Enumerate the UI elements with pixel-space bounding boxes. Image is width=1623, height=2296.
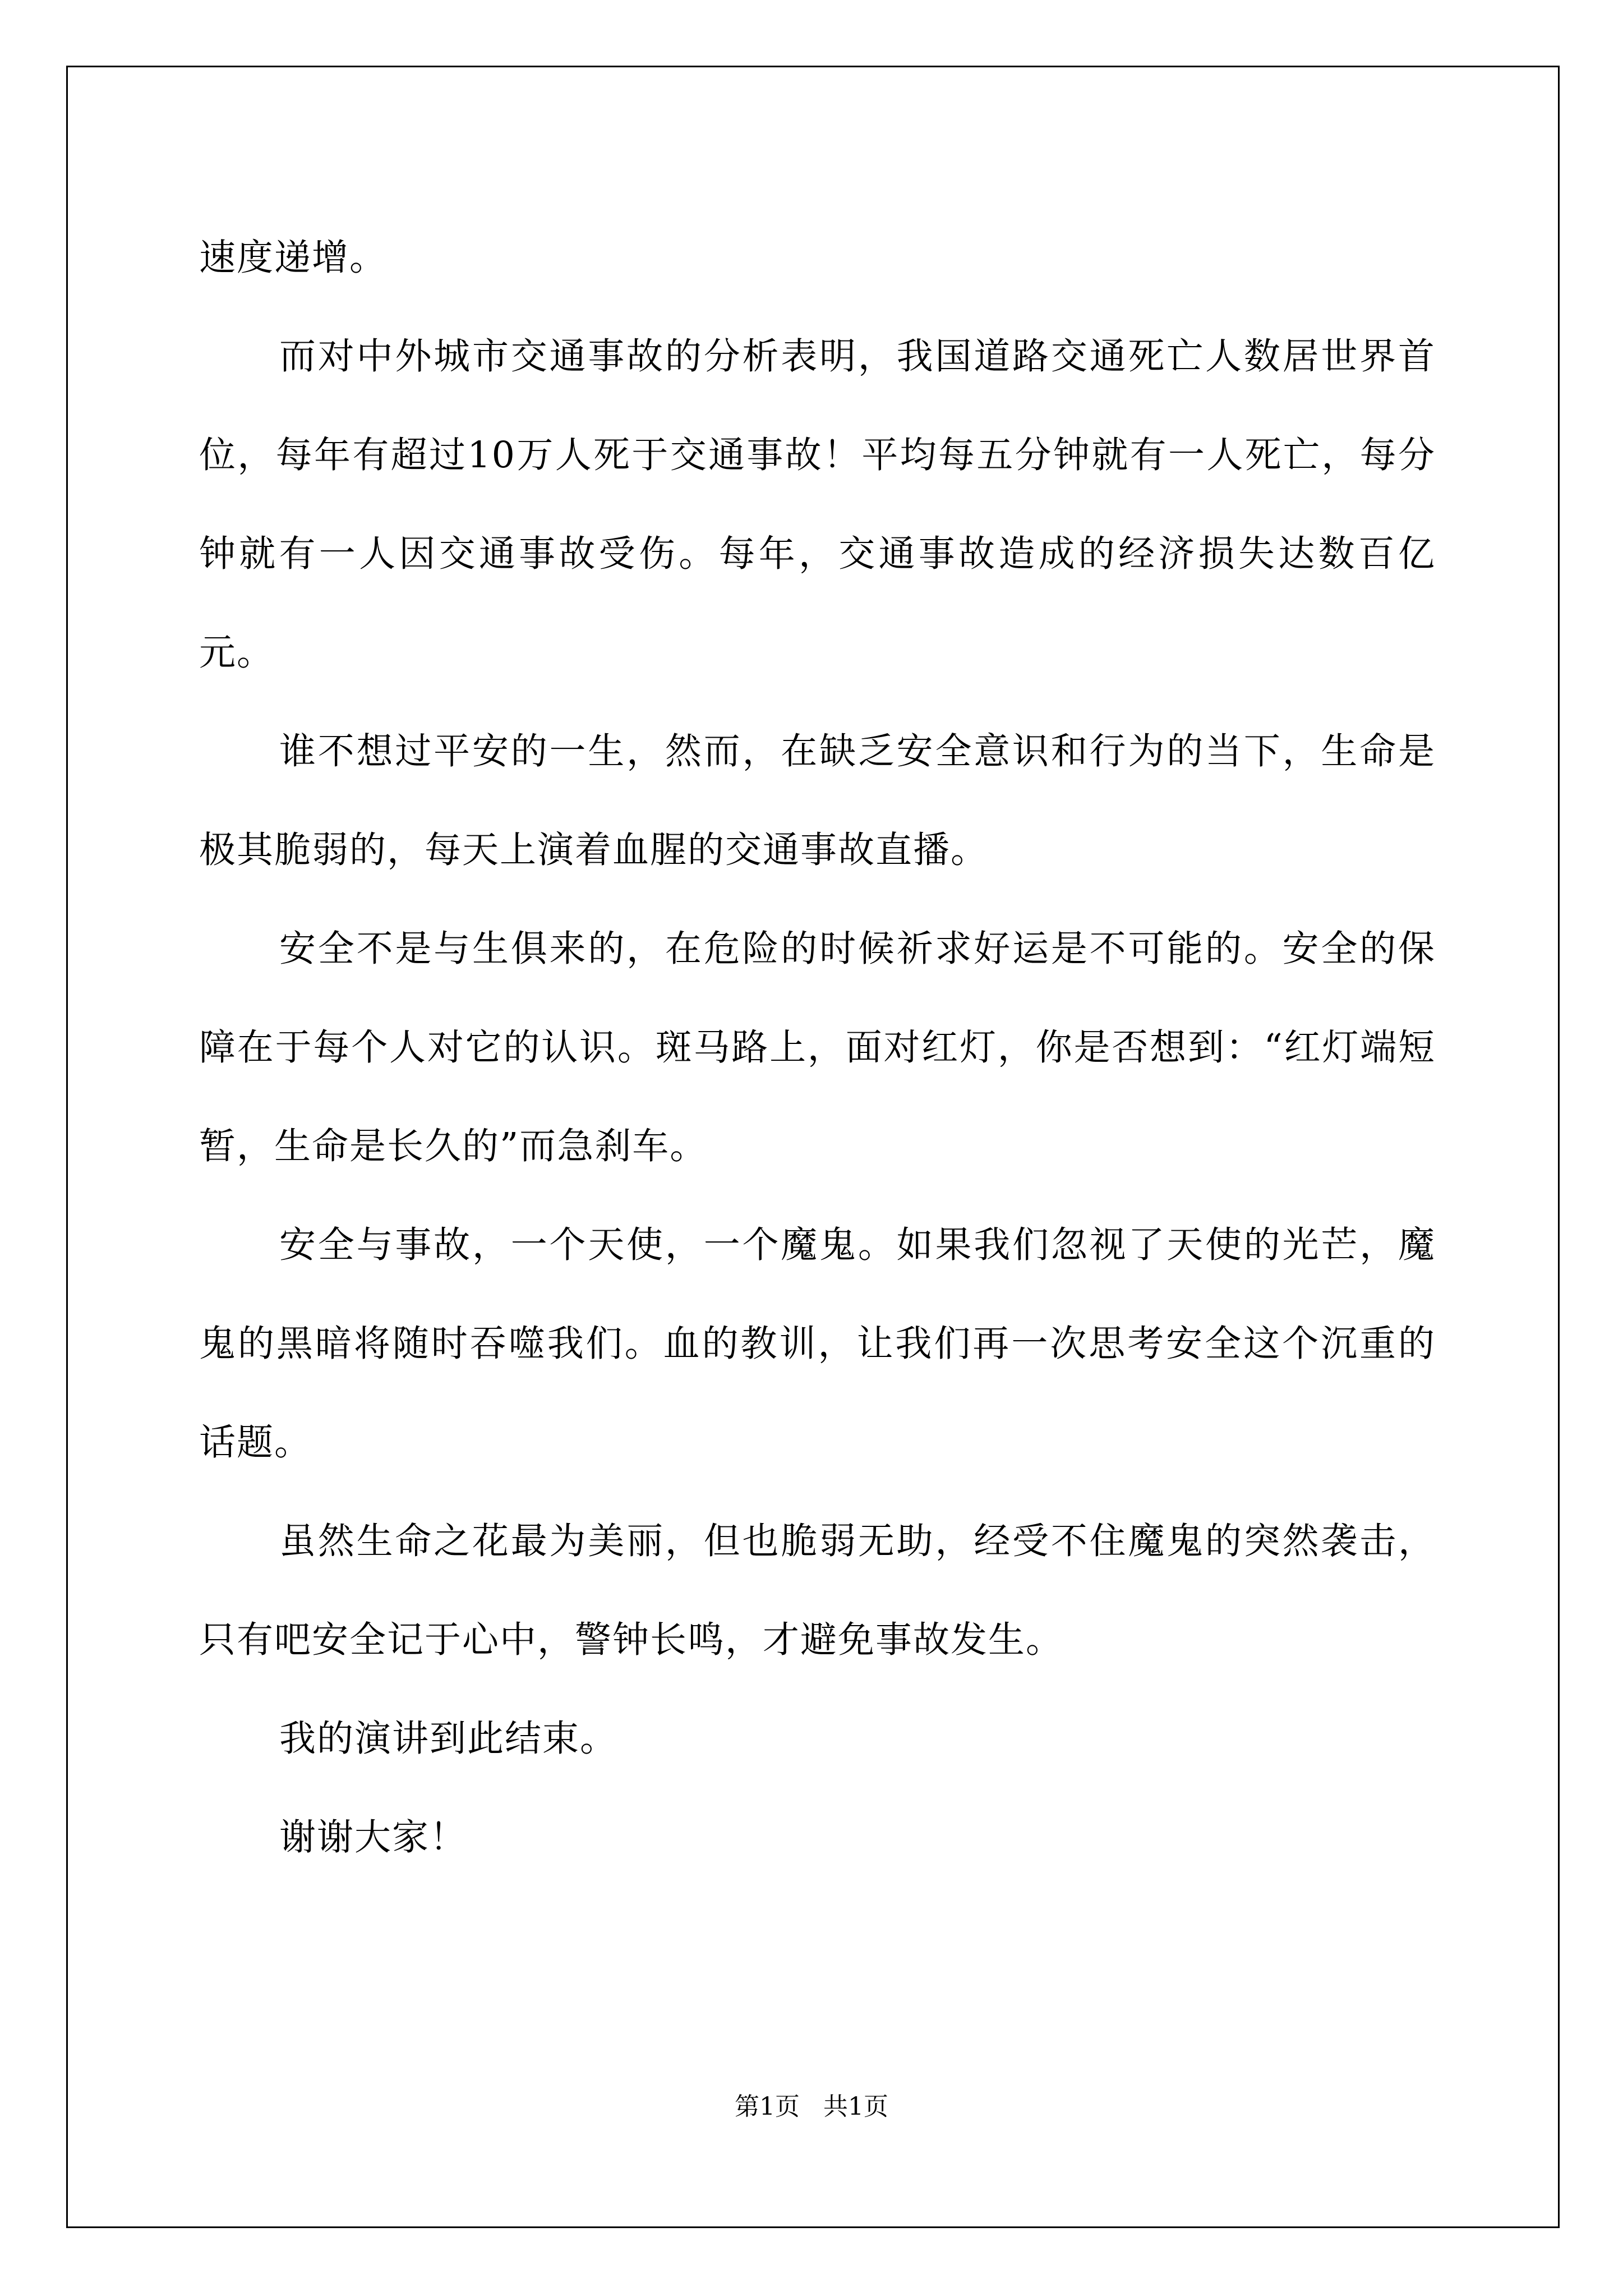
paragraph: 谢谢大家！ [279, 1816, 468, 1858]
paragraph: 我的演讲到此结束。 [279, 1718, 618, 1760]
paragraph: 虽然生命之花最为美丽，但也脆弱无助，经受不住魔鬼的突然袭击，只有吧安全记于心中，警钟长鸣，才避免事故发生。 [199, 1520, 1436, 1661]
paragraph: 而对中外城市交通事故的分析表明，我国道路交通死亡人数居世界首位，每年有超过10万人死于交通事故！平均每五分钟就有一人死亡，每分钟就有一人因交通事故受伤。每年，交通事故造成的经济损失达数百亿元。 [199, 335, 1436, 674]
document-body [199, 209, 1436, 1887]
page-footer: 第1页 共1页 [735, 2092, 888, 2121]
paragraph: 谁不想过平安的一生，然而，在缺乏安全意识和行为的当下，生命是极其脆弱的，每天上演着血腥的交通事故直播。 [199, 730, 1436, 871]
paragraph: 速度递增。 [199, 237, 388, 279]
paragraph: 安全与事故，一个天使，一个魔鬼。如果我们忽视了天使的光芒，魔鬼的黑暗将随时吞噬我们。血的教训，让我们再一次思考安全这个沉重的话题。 [199, 1224, 1436, 1464]
paragraph: 安全不是与生俱来的，在危险的时候祈求好运是不可能的。安全的保障在于每个人对它的认识。斑马路上，面对红灯，你是否想到：“红灯端短暂，生命是长久的”而急刹车。 [199, 928, 1436, 1167]
